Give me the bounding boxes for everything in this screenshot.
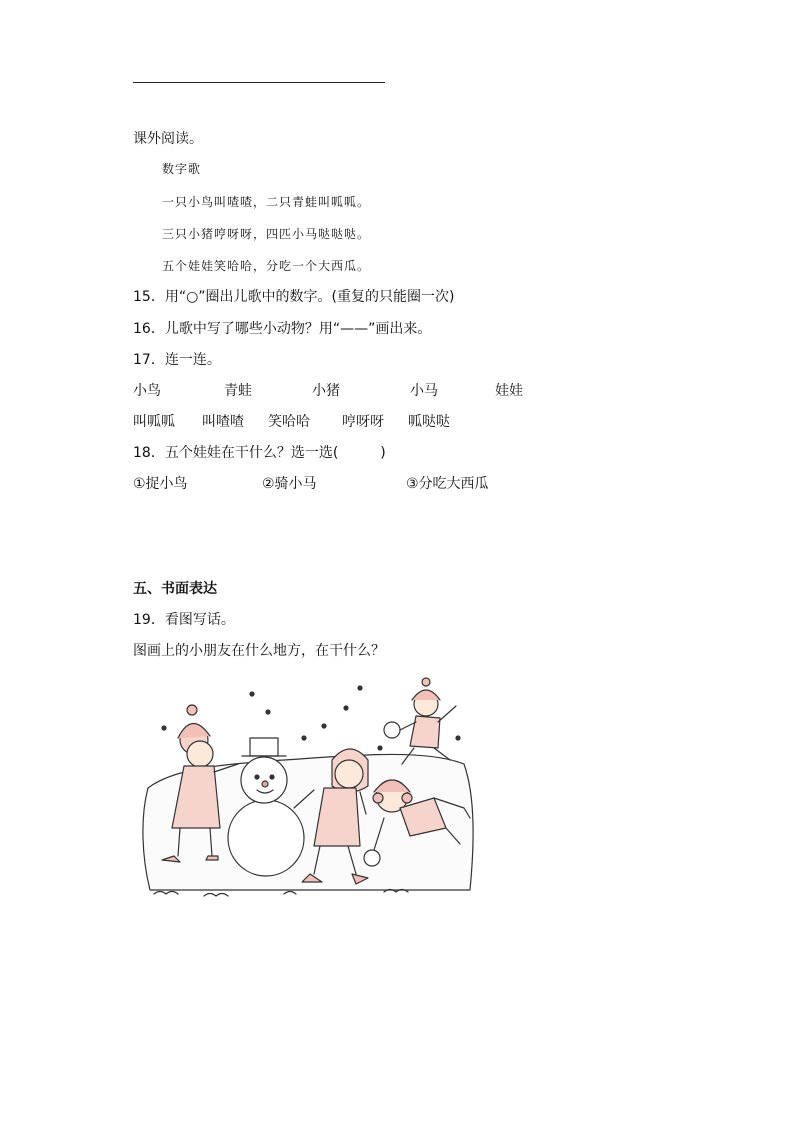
match-bottom-item[interactable]: 呱哒哒 bbox=[408, 414, 450, 430]
answer-line bbox=[133, 82, 385, 83]
reading-heading: 课外阅读。 bbox=[133, 131, 203, 147]
match-top-item[interactable]: 小猪 bbox=[312, 383, 340, 399]
option-3[interactable]: ③分吃大西瓜 bbox=[406, 476, 489, 492]
match-top-item[interactable]: 小鸟 bbox=[133, 383, 161, 399]
writing-prompt: 图画上的小朋友在什么地方，在干什么？ bbox=[133, 643, 385, 659]
poem-title: 数字歌 bbox=[162, 162, 202, 176]
match-top-item[interactable]: 青蛙 bbox=[224, 383, 252, 399]
question-15: 15．用“○”圈出儿歌中的数字。(重复的只能圈一次) bbox=[133, 289, 455, 305]
poem-line: 一只小鸟叫喳喳，二只青蛙叫呱呱。 bbox=[162, 195, 371, 209]
match-top-item[interactable]: 小马 bbox=[410, 383, 438, 399]
option-2[interactable]: ②骑小马 bbox=[262, 476, 317, 492]
question-18: 18．五个娃娃在干什么？选一选( ) bbox=[133, 445, 386, 461]
section-heading: 五、书面表达 bbox=[133, 581, 217, 597]
match-bottom-item[interactable]: 哼呀呀 bbox=[342, 414, 384, 430]
match-bottom-item[interactable]: 叫呱呱 bbox=[133, 414, 175, 430]
match-bottom-item[interactable]: 笑哈哈 bbox=[268, 414, 310, 430]
poem-line: 三只小猪哼呀呀，四匹小马哒哒哒。 bbox=[162, 227, 371, 241]
poem-line: 五个娃娃笑哈哈，分吃一个大西瓜。 bbox=[162, 259, 371, 273]
match-top-item[interactable]: 娃娃 bbox=[495, 383, 523, 399]
question-19: 19．看图写话。 bbox=[133, 612, 235, 628]
question-17: 17．连一连。 bbox=[133, 352, 221, 368]
option-1[interactable]: ①捉小鸟 bbox=[133, 476, 188, 492]
match-bottom-item[interactable]: 叫喳喳 bbox=[202, 414, 244, 430]
snow-play-illustration bbox=[134, 668, 480, 902]
question-16: 16．儿歌中写了哪些小动物？用“——”画出来。 bbox=[133, 321, 432, 337]
